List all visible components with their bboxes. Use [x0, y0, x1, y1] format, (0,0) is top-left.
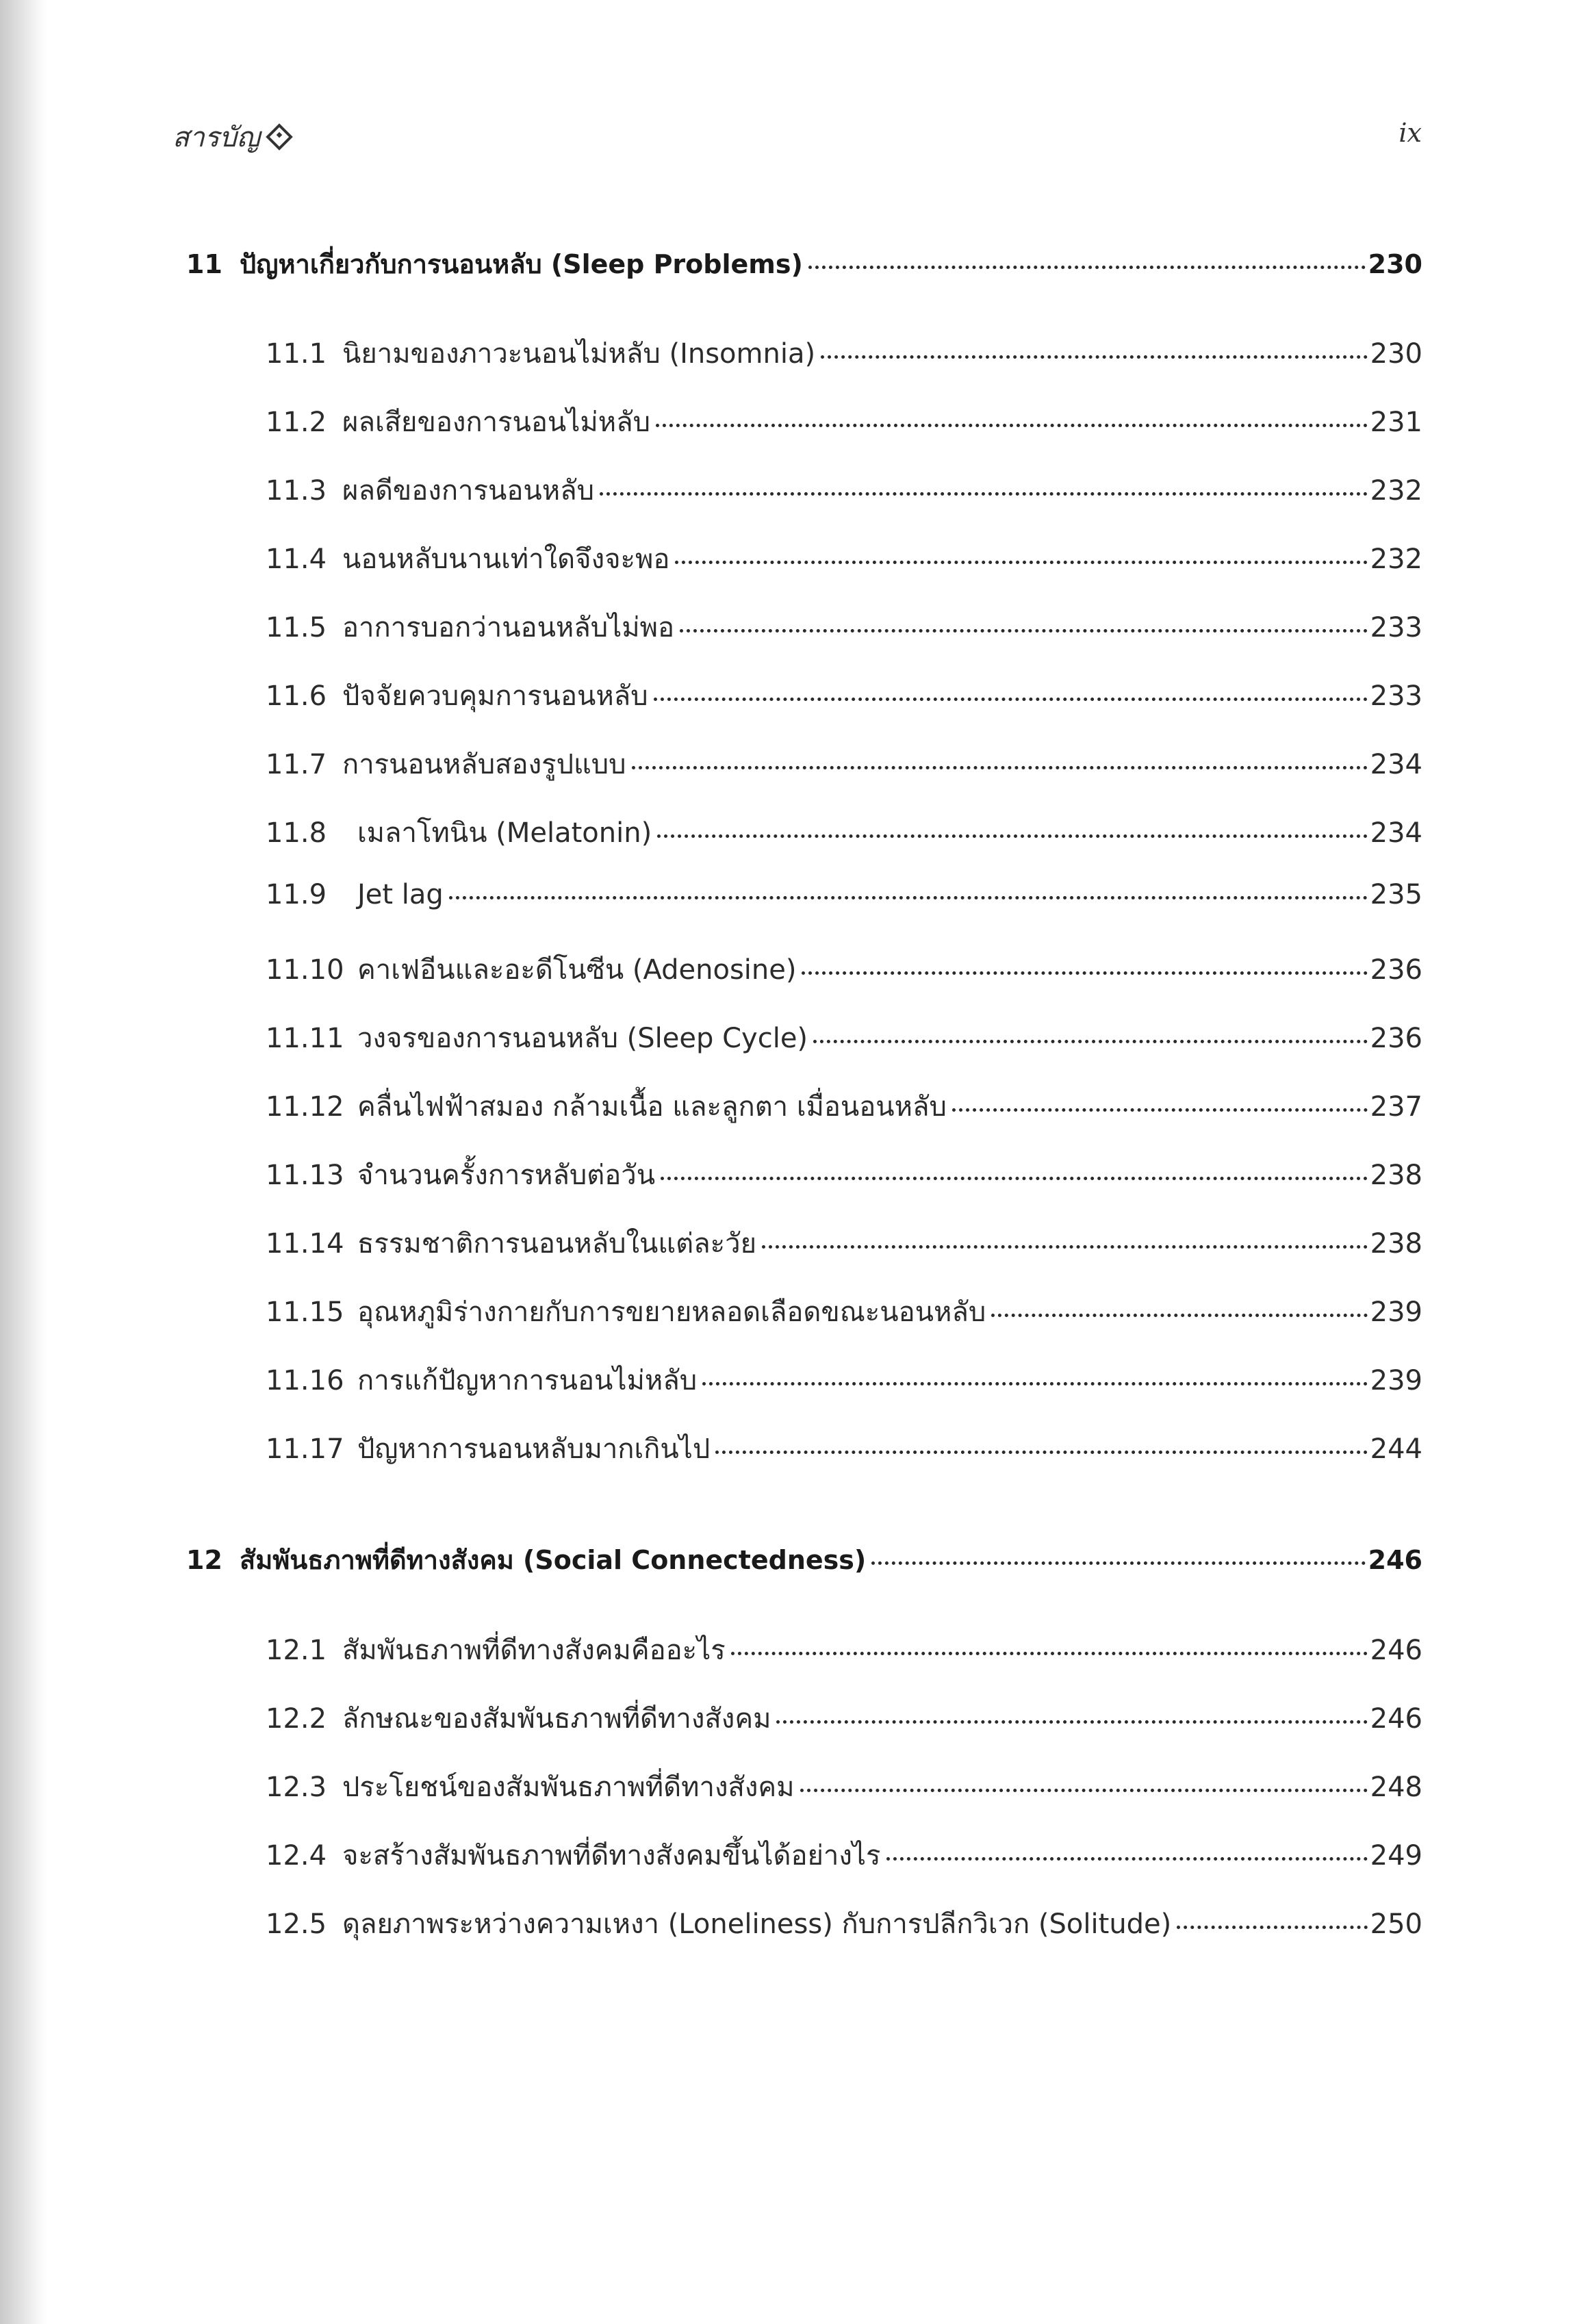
- section-number: 11.12: [266, 1091, 344, 1123]
- dot-leader: [776, 1720, 1367, 1724]
- section-title: จะสร้างสัมพันธภาพที่ดีทางสังคมขึ้นได้อย่างไร: [342, 1840, 881, 1872]
- page-gutter-shadow: [0, 0, 48, 2324]
- section-page: 236: [1370, 1023, 1422, 1054]
- dot-leader: [886, 1857, 1368, 1861]
- dot-leader: [1177, 1926, 1367, 1929]
- section-number: 11.15: [266, 1297, 344, 1328]
- section-title: คาเฟอีนและอะดีโนซีน (Adenosine): [357, 954, 797, 986]
- section-title: ดุลยภาพระหว่างความเหงา (Loneliness) กับการปลีกวิเวก (Solitude): [342, 1908, 1172, 1940]
- section-title: ปัญหาการนอนหลับมากเกินไป: [357, 1433, 711, 1465]
- section-title: สัมพันธภาพที่ดีทางสังคมคืออะไร: [342, 1635, 726, 1666]
- section-page: 234: [1370, 817, 1422, 849]
- toc-entry-12-5[interactable]: [266, 1902, 1422, 1945]
- dot-leader: [762, 1245, 1368, 1249]
- section-number: 11.11: [266, 1023, 344, 1054]
- toc-chapter-11[interactable]: [186, 243, 1422, 285]
- section-page: 239: [1370, 1365, 1422, 1396]
- toc-entry-12-4[interactable]: [266, 1833, 1422, 1877]
- section-title: ผลดีของการนอนหลับ: [342, 475, 594, 507]
- dot-leader: [654, 698, 1368, 701]
- section-title: ประโยชน์ของสัมพันธภาพที่ดีทางสังคม: [342, 1772, 795, 1803]
- dot-leader: [813, 1040, 1368, 1043]
- toc-chapter-12[interactable]: [186, 1539, 1422, 1581]
- section-page: 237: [1370, 1091, 1422, 1123]
- section-title: ปัจจัยควบคุมการนอนหลับ: [342, 680, 648, 712]
- toc-entry-11-10[interactable]: [266, 947, 1422, 991]
- toc-entry-11-1[interactable]: [266, 331, 1422, 375]
- toc-entry-11-4[interactable]: [266, 537, 1422, 580]
- section-title: ลักษณะของสัมพันธภาพที่ดีทางสังคม: [342, 1703, 771, 1735]
- dot-leader: [656, 424, 1368, 427]
- section-page: 250: [1370, 1908, 1422, 1940]
- section-number: 12.4: [266, 1840, 327, 1872]
- toc-entry-12-1[interactable]: [266, 1628, 1422, 1672]
- section-title: จำนวนครั้งการหลับต่อวัน: [357, 1160, 656, 1191]
- toc-entry-11-14[interactable]: [266, 1221, 1422, 1265]
- toc-entry-11-3[interactable]: [266, 468, 1422, 512]
- dot-leader: [702, 1382, 1368, 1386]
- section-number: 12.3: [266, 1772, 327, 1803]
- toc-entry-11-7[interactable]: [266, 742, 1422, 786]
- section-number: 12.1: [266, 1635, 327, 1666]
- chapter-page: 246: [1368, 1545, 1422, 1575]
- dot-leader: [821, 355, 1368, 359]
- toc-entry-11-16[interactable]: [266, 1358, 1422, 1402]
- section-number: 11.7: [266, 749, 327, 780]
- running-head-text: สารบัญ: [173, 122, 260, 153]
- section-title: นอนหลับนานเท่าใดจึงจะพอ: [342, 544, 670, 575]
- dot-leader: [715, 1451, 1367, 1454]
- section-title: นิยามของภาวะนอนไม่หลับ (Insomnia): [342, 338, 816, 370]
- section-title: ผลเสียของการนอนไม่หลับ: [342, 407, 650, 438]
- dot-leader: [657, 834, 1367, 838]
- section-number: 11.3: [266, 475, 327, 507]
- running-head: [173, 115, 289, 159]
- section-page: 238: [1370, 1228, 1422, 1260]
- section-number: 11.17: [266, 1433, 344, 1465]
- section-page: 232: [1370, 544, 1422, 575]
- section-number: 11.4: [266, 544, 327, 575]
- toc-entry-11-5[interactable]: [266, 605, 1422, 649]
- dot-leader: [680, 629, 1368, 633]
- toc-entry-11-8[interactable]: [266, 810, 1422, 854]
- dot-leader: [808, 266, 1366, 269]
- dot-leader: [871, 1561, 1365, 1565]
- section-page: 235: [1370, 879, 1422, 910]
- section-title: ธรรมชาติการนอนหลับในแต่ละวัย: [357, 1228, 757, 1260]
- dot-leader: [675, 561, 1367, 564]
- section-number: 11.5: [266, 612, 327, 643]
- section-title: เมลาโทนิน (Melatonin): [357, 817, 652, 849]
- section-number: 11.1: [266, 338, 327, 370]
- section-page: 232: [1370, 475, 1422, 507]
- section-page: 244: [1370, 1433, 1422, 1465]
- toc-entry-12-3[interactable]: [266, 1765, 1422, 1809]
- chapter-number: 11: [186, 249, 222, 279]
- chapter-title: สัมพันธภาพที่ดีทางสังคม (Social Connectedness): [240, 1545, 867, 1575]
- section-page: 249: [1370, 1840, 1422, 1872]
- toc-entry-11-9[interactable]: [266, 879, 1422, 910]
- dot-leader: [952, 1108, 1368, 1112]
- section-title: คลื่นไฟฟ้าสมอง กล้ามเนื้อ และลูกตา เมื่อนอนหลับ: [357, 1091, 947, 1123]
- toc-entry-11-6[interactable]: [266, 674, 1422, 717]
- section-title: อาการบอกว่านอนหลับไม่พอ: [342, 612, 675, 643]
- section-number: 11.8: [266, 817, 327, 849]
- toc-entry-11-15[interactable]: [266, 1290, 1422, 1333]
- dot-leader: [632, 766, 1368, 769]
- section-page: 248: [1370, 1772, 1422, 1803]
- section-page: 234: [1370, 749, 1422, 780]
- toc-entry-11-13[interactable]: [266, 1153, 1422, 1197]
- chapter-page: 230: [1368, 249, 1422, 279]
- section-page: 239: [1370, 1297, 1422, 1328]
- section-number: 11.14: [266, 1228, 344, 1260]
- section-page: 230: [1370, 338, 1422, 370]
- section-page: 246: [1370, 1635, 1422, 1666]
- section-number: 11.10: [266, 954, 344, 986]
- dot-leader: [600, 492, 1368, 496]
- toc-entry-11-17[interactable]: [266, 1427, 1422, 1470]
- section-page: 233: [1370, 612, 1422, 643]
- section-title: Jet lag: [357, 879, 444, 910]
- dot-leader: [991, 1314, 1367, 1317]
- section-page: 236: [1370, 954, 1422, 986]
- section-title: วงจรของการนอนหลับ (Sleep Cycle): [357, 1023, 808, 1054]
- toc-entry-11-11[interactable]: [266, 1016, 1422, 1060]
- toc-entry-11-2[interactable]: [266, 400, 1422, 444]
- page-number: ix: [1398, 118, 1422, 148]
- section-number: 11.6: [266, 680, 327, 712]
- section-number: 11.16: [266, 1365, 344, 1396]
- section-number: 11.13: [266, 1160, 344, 1191]
- section-page: 231: [1370, 407, 1422, 438]
- dot-leader: [731, 1652, 1368, 1655]
- dot-leader: [661, 1177, 1368, 1180]
- section-page: 238: [1370, 1160, 1422, 1191]
- section-number: 12.2: [266, 1703, 327, 1735]
- toc-entry-12-2[interactable]: [266, 1696, 1422, 1740]
- diamond-ornament-icon: [266, 123, 293, 151]
- dot-leader: [449, 896, 1368, 899]
- section-page: 246: [1370, 1703, 1422, 1735]
- dot-leader: [800, 1789, 1368, 1792]
- section-title: อุณหภูมิร่างกายกับการขยายหลอดเลือดขณะนอนหลับ: [357, 1297, 986, 1328]
- section-number: 11.2: [266, 407, 327, 438]
- section-title: การนอนหลับสองรูปแบบ: [342, 749, 626, 780]
- dot-leader: [802, 971, 1367, 975]
- chapter-title: ปัญหาเกี่ยวกับการนอนหลับ (Sleep Problems): [240, 249, 803, 279]
- section-title: การแก้ปัญหาการนอนไม่หลับ: [357, 1365, 698, 1396]
- section-number: 12.5: [266, 1908, 327, 1940]
- toc-entry-11-12[interactable]: [266, 1084, 1422, 1128]
- section-number: 11.9: [266, 879, 327, 910]
- section-page: 233: [1370, 680, 1422, 712]
- chapter-number: 12: [186, 1545, 222, 1575]
